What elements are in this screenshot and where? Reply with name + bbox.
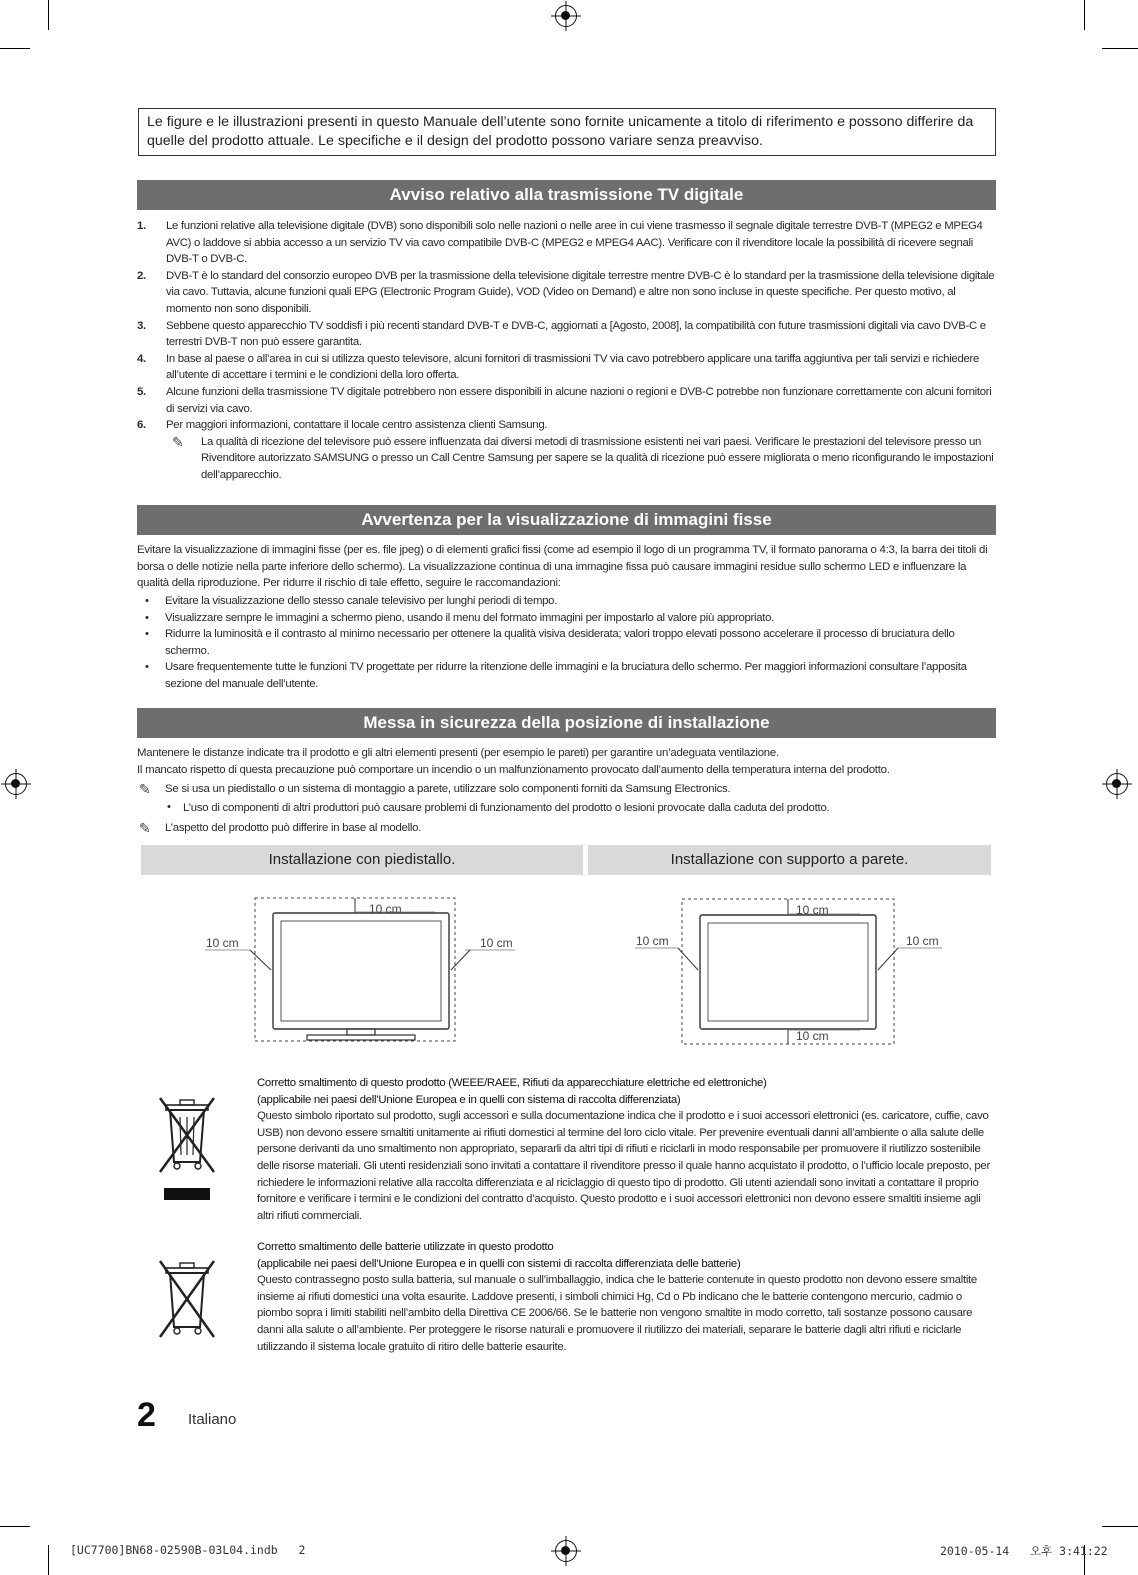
- list-item-text: Sebbene questo apparecchio TV soddisfi i più recenti standard DVB-T e DVB-C, aggiornati a [Agosto, 2008], la compatibilità con future trasmissioni digitali via cavo DVB-C e terrestri DVB-T non può essere garantita.: [166, 319, 986, 349]
- weee-block: [257, 1075, 992, 1224]
- battery-body: Questo contrassegno posto sulla batteria, sul manuale o sull’imballaggio, indica che le batterie contenute in questo prodotto non devono essere smaltite insieme ai rifiuti domestici una volta esaurite. Laddove presenti, i simboli chimici Hg, Cd o Pb indicano che le batterie contengono mercurio, cadmio o piombo sopra i limiti stabiliti nell’ambito della Direttiva CE 2006/66. Se le batterie non vengono smaltite in modo corretto, tali sostanze possono causare danni alla salute o all’ambiente. Per proteggere le risorse naturali e promuovere il riutilizzo dei materiali, separare le batterie dagli altri rifiuti e riciclarle utilizzando il sistema locale gratuito di ritiro delle batterie esaurite.: [257, 1274, 977, 1353]
- list-item-text: Ridurre la luminosità e il contrasto al minimo necessario per ottenere la qualità visiva desiderata; valori troppo elevati possono accelerare il processo di bruciatura dello schermo.: [165, 628, 955, 657]
- list-number: 2.: [137, 269, 146, 282]
- bullet-icon: •: [167, 801, 171, 813]
- list-item-text: DVB-T è lo standard del consorzio europeo DVB per la trasmissione della televisione digitale terrestre mentre DVB-C è lo standard per la trasmissione della televisione digitale via cavo. Tuttavia, alcune funzioni quali EPG (Electronic Program Guide), VOD (Video on Demand) e altre non sono incluse in queste specifiche. Per questo motivo, al momento non sono disponibili.: [166, 269, 995, 315]
- distance-label: 10 cm: [636, 934, 669, 948]
- note-text: L’aspetto del prodotto può differire in base al modello.: [165, 822, 422, 834]
- crossed-out-bin-icon: [152, 1092, 222, 1204]
- print-timestamp: 2010-05-14 오후 3:41:22: [940, 1544, 1108, 1558]
- list-item: [137, 417, 997, 434]
- pencil-note-icon: ✎: [139, 820, 151, 836]
- distance-label: 10 cm: [796, 903, 829, 917]
- list-item-text: Evitare la visualizzazione dello stesso canale televisivo per lunghi periodi di tempo.: [165, 595, 558, 607]
- installation-sub-bullet: [137, 800, 997, 817]
- installation-line-2: Il mancato rispetto di questa precauzione può comportare un incendio o un malfunzionamento provocato dall’aumento della temperatura interna del prodotto.: [137, 764, 890, 776]
- note-text: Se si usa un piedistallo o un sistema di montaggio a parete, utilizzare solo componenti forniti da Samsung Electronics.: [165, 783, 731, 795]
- distance-label: 10 cm: [796, 1029, 829, 1043]
- registration-mark-icon: [1106, 773, 1128, 795]
- list-item: [137, 268, 997, 318]
- crop-mark: [1102, 48, 1138, 49]
- list-item-text: In base al paese o all’area in cui si utilizza questo televisore, alcuni fornitori di trasmissioni TV via cavo potrebbero applicare una tariffa aggiuntiva per tali servizi e richiedere all’utente di accettare i termini e le condizioni della loro offerta.: [166, 352, 980, 382]
- battery-block: [257, 1239, 992, 1355]
- list-item: [137, 351, 997, 384]
- crop-mark: [0, 1526, 30, 1527]
- list-item: [137, 318, 997, 351]
- distance-label: 10 cm: [206, 936, 239, 950]
- registration-mark-icon: [555, 1540, 577, 1562]
- weee-body: Questo simbolo riportato sul prodotto, sugli accessori e sulla documentazione indica che il prodotto e i suoi accessori elettronici (es. caricatore, cuffie, cavo USB) non devono essere smaltiti unitamente ai rifiuti domestici al termine del loro ciclo vitale. Per prevenire eventuali danni all’ambiente o alla salute delle persone derivanti da uno smaltimento non appropriato, separarli da altri tipi di rifiuti e riciclarli in modo responsabile per promuovere il riutilizzo sostenibile delle risorse materiali. Gli utenti residenziali sono invitati a contattare il rivenditore presso il quale hanno acquistato il prodotto, o l’ufficio locale preposto, per richiedere le informazioni relative alla raccolta differenziata e al riciclaggio di questo tipo di prodotto. Gli utenti aziendali sono invitati a contattare il proprio fornitore e verificare i termini e le condizioni del contratto d’acquisto. Questo prodotto e i suoi accessori elettronici non devono essere smaltiti insieme agli altri rifiuti commerciali.: [257, 1110, 990, 1222]
- bullet-icon: •: [145, 611, 149, 624]
- list-item-text: Le funzioni relative alla televisione digitale (DVB) sono disponibili solo nelle nazioni o nelle aree in cui viene trasmesso il segnale digitale terrestre DVB-T (MPEG2 e MPEG4 AVC) o laddove si abbia accesso a un servizio TV via cavo compatibile DVB-C (MPEG2 e MPEG4 AAC). Verificare con il rivenditore locale la possibilità di ricevere segnali DVB-T o DVB-C.: [166, 220, 983, 266]
- installation-line-1: Mantenere le distanze indicate tra il prodotto e gli altri elementi presenti (per esempio le pareti) per garantire un’adeguata ventilazione.: [137, 747, 779, 759]
- column-header-stand: Installazione con piedistallo.: [141, 845, 583, 875]
- crop-mark: [48, 0, 49, 30]
- distance-label: 10 cm: [906, 934, 939, 948]
- distance-label: 10 cm: [369, 902, 402, 916]
- bullet-icon: •: [145, 661, 149, 674]
- bullet-icon: •: [145, 628, 149, 641]
- bullet-icon: •: [145, 595, 149, 607]
- digital-tv-notice-list: [137, 218, 997, 484]
- installation-note-2: [137, 820, 997, 837]
- weee-subtitle: (applicabile nei paesi dell’Unione Europea e in quelli con sistema di raccolta differenziata): [257, 1093, 681, 1106]
- crop-mark: [48, 1545, 49, 1575]
- section-title-still-images: Avvertenza per la visualizzazione di immagini fisse: [137, 505, 996, 535]
- sub-bullet-text: L’uso di componenti di altri produttori può causare problemi di funzionamento del prodotto o lesioni provocate dalla caduta del prodotto.: [183, 802, 830, 814]
- stand-installation-diagram: [195, 890, 525, 1050]
- crossed-out-battery-bin-icon: [152, 1255, 222, 1345]
- installation-note-1: [137, 781, 997, 798]
- list-item: [137, 610, 997, 627]
- registration-mark-icon: [5, 773, 27, 795]
- note-text: La qualità di ricezione del televisore può essere influenzata dai diversi metodi di trasmissione esistenti nei vari paesi. Verificare le prestazioni del televisore presso un Rivenditore autorizzato SAMSUNG o presso un Call Centre Samsung per sapere se la qualità di ricezione può essere migliorata o meno riconfigurando le impostazioni dell’apparecchio.: [201, 435, 994, 481]
- crop-mark: [1102, 1526, 1138, 1527]
- battery-title: Corretto smaltimento delle batterie utilizzate in questo prodotto: [257, 1241, 554, 1253]
- wall-installation-diagram: [630, 890, 950, 1050]
- list-item: [137, 384, 997, 417]
- page-language: Italiano: [188, 1411, 237, 1428]
- list-number: 5.: [137, 385, 146, 398]
- pencil-note-icon: ✎: [172, 433, 184, 450]
- list-item-text: Visualizzare sempre le immagini a schermo pieno, usando il menu del formato immagini per impostarlo al valore più appropriato.: [165, 611, 775, 624]
- distance-label: 10 cm: [480, 936, 513, 950]
- list-item: [137, 593, 997, 610]
- list-item: [137, 218, 997, 268]
- reception-note: [137, 434, 997, 484]
- page-number: 2: [137, 1396, 156, 1434]
- section-title-installation: Messa in sicurezza della posizione di installazione: [137, 708, 996, 738]
- pencil-note-icon: ✎: [139, 781, 151, 797]
- weee-title: Corretto smaltimento di questo prodotto (WEEE/RAEE, Rifiuti da apparecchiature elettriche ed elettroniche): [257, 1077, 767, 1089]
- list-number: 4.: [137, 352, 146, 365]
- list-item-text: Per maggiori informazioni, contattare il locale centro assistenza clienti Samsung.: [166, 419, 548, 432]
- registration-mark-icon: [555, 5, 577, 27]
- still-images-bullets: [137, 593, 997, 693]
- list-item: [137, 626, 997, 659]
- crop-mark: [0, 48, 30, 49]
- disclaimer-box: Le figure e le illustrazioni presenti in questo Manuale dell’utente sono fornite unicamente a titolo di riferimento e possono differire da quelle del prodotto attuale. Le specifiche e il design del prodotto possono variare senza preavviso.: [138, 108, 996, 156]
- list-item: [137, 659, 997, 692]
- list-item-text: Usare frequentemente tutte le funzioni TV progettate per ridurre la ritenzione delle immagini e la bruciatura dello schermo. Per maggiori informazioni consultare l’apposita sezione del manuale dell’utente.: [165, 661, 967, 690]
- print-file-info: [UC7700]BN68-02590B-03L04.indb 2: [70, 1543, 306, 1557]
- list-number: 1.: [137, 220, 146, 232]
- list-number: 3.: [137, 319, 146, 332]
- still-images-intro: Evitare la visualizzazione di immagini fisse (per es. file jpeg) o di elementi grafici fissi (come ad esempio il logo di un programma TV, il formato panorama o 4:3, la barra dei titoli di borsa o delle notizie nella parte inferiore dello schermo). La visualizzazione continua di una immagine fissa può causare immagini residue sullo schermo LED e influenzare la qualità della riproduzione. Per ridurre il rischio di tale effetto, seguire le raccomandazioni:: [137, 544, 988, 590]
- column-header-wall: Installazione con supporto a parete.: [588, 845, 991, 875]
- list-number: 6.: [137, 419, 146, 432]
- section-title-digital-tv: Avviso relativo alla trasmissione TV digitale: [137, 180, 996, 210]
- list-item-text: Alcune funzioni della trasmissione TV digitale potrebbero non essere disponibili in alcune nazioni o regioni e DVB-C potrebbe non funzionare correttamente con alcuni fornitori di servizi via cavo.: [166, 385, 992, 415]
- battery-subtitle: (applicabile nei paesi dell’Unione Europea e in quelli con sistemi di raccolta differenziata delle batterie): [257, 1257, 741, 1270]
- crop-mark: [1084, 0, 1085, 30]
